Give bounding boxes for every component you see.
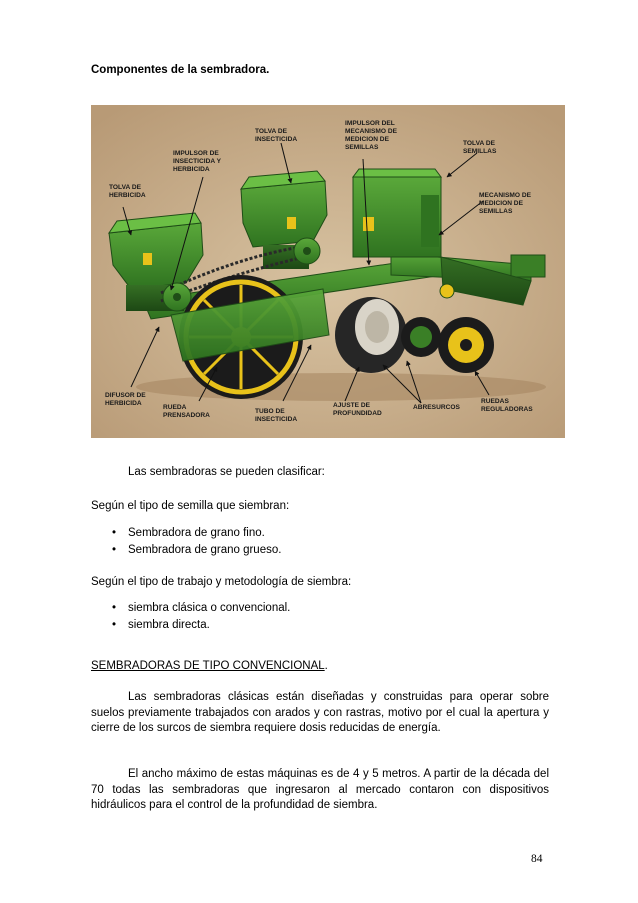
label-tolva-herbicida: TOLVA DE HERBICIDA — [109, 184, 146, 199]
label-impulsor-insecticida: IMPULSOR DE INSECTICIDA Y HERBICIDA — [173, 150, 221, 173]
label-tubo-insecticida: TUBO DE INSECTICIDA — [255, 408, 298, 423]
bullet-icon: • — [112, 619, 117, 631]
paragraph-machine-width: El ancho máximo de estas máquinas es de 4 y 5 metros. A partir de la década del 70 todas las sembradoras que ingresaron al mercado contaron con dispositivos hidráulicos para el control de la profundidad de siembra. — [91, 768, 549, 811]
label-tolva-semillas: TOLVA DE SEMILLAS — [463, 140, 497, 155]
seeder-illustration — [91, 105, 565, 438]
page-title: Componentes de la sembradora. — [91, 64, 270, 76]
list-item: • siembra clásica o convencional. — [91, 600, 290, 617]
list-item: • Sembradora de grano grueso. — [91, 542, 281, 559]
label-abresurcos: ABRESURCOS — [413, 404, 460, 411]
label-rueda-prensadora: RUEDA PRENSADORA — [163, 404, 210, 419]
bullet-icon: • — [112, 602, 117, 614]
label-tolva-insecticida: TOLVA DE INSECTICIDA — [255, 128, 298, 143]
seeder-figure — [91, 105, 565, 438]
work-type-list — [91, 600, 290, 634]
bullet-icon: • — [112, 527, 117, 539]
label-impulsor-mecanismo: IMPULSOR DEL MECANISMO DE MEDICION DE SEMILLAS — [345, 120, 398, 151]
label-mecanismo-medicion: MECANISMO DE MEDICION DE SEMILLAS — [479, 192, 532, 215]
label-ajuste-profundidad: AJUSTE DE PROFUNDIDAD — [333, 402, 382, 417]
label-ruedas-reguladoras: RUEDAS REGULADORAS — [481, 398, 533, 413]
intro-text: Las sembradoras se pueden clasificar: — [128, 466, 325, 478]
seed-type-list — [91, 525, 281, 559]
list-item: • siembra directa. — [91, 617, 290, 634]
work-type-heading: Según el tipo de trabajo y metodología de siembra: — [91, 576, 352, 588]
label-difusor-herbicida: DIFUSOR DE HERBICIDA — [105, 392, 146, 407]
paragraph-conventional-seeders: Las sembradoras clásicas están diseñadas y construidas para operar sobre suelos previamente trabajados con arados y con rastras, motivo por el cual la apertura y cierre de los surcos de siembra requiere dosis reducidas de energía. — [91, 691, 549, 734]
seed-type-heading: Según el tipo de semilla que siembran: — [91, 500, 290, 512]
page-number: 84 — [531, 853, 543, 865]
list-item: • Sembradora de grano fino. — [91, 525, 281, 542]
section-heading: SEMBRADORAS DE TIPO CONVENCIONAL. — [91, 660, 328, 672]
bullet-icon: • — [112, 544, 117, 556]
furrow-openers — [335, 297, 407, 373]
